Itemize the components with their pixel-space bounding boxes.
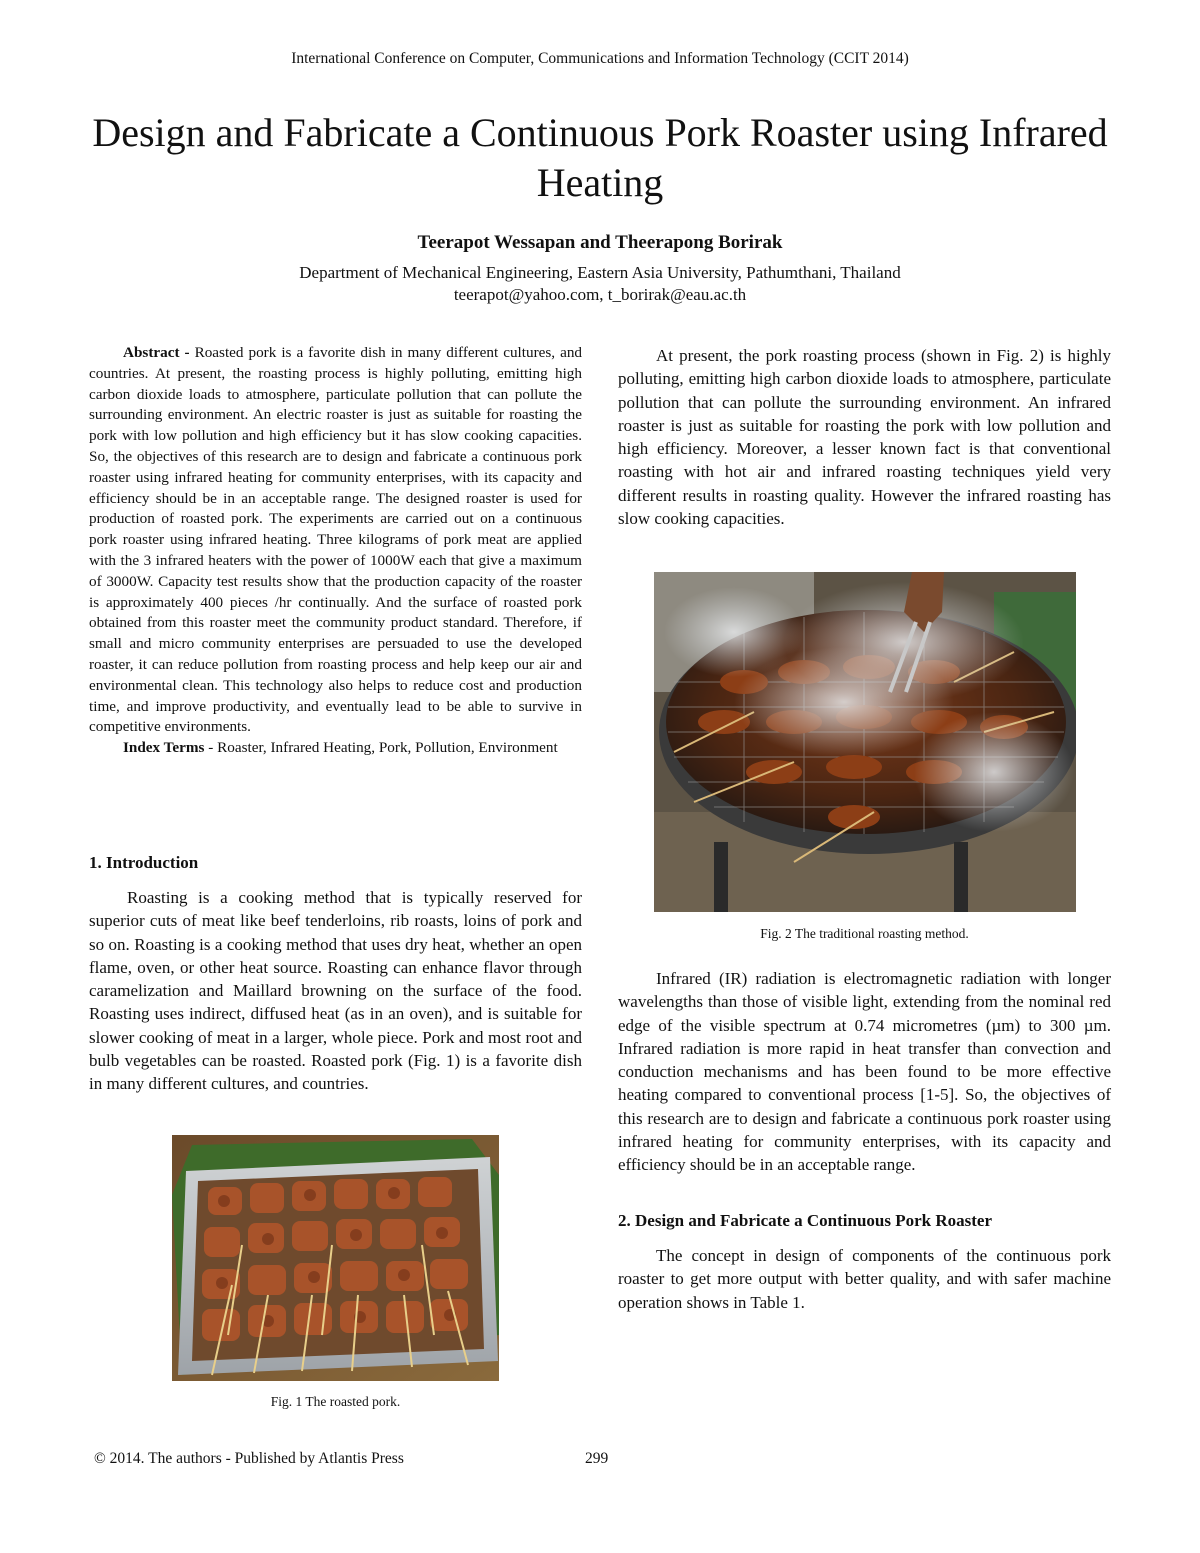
abstract-block	[89, 343, 582, 759]
index-terms	[89, 738, 582, 759]
abstract-label: Abstract -	[123, 344, 190, 361]
figure-1-roasted-pork-image	[172, 1135, 499, 1381]
pollution-paragraph: At present, the pork roasting process (shown in Fig. 2) is highly polluting, emitting high carbon dioxide loads to atmosphere, particulate pollution that can pollute the surrounding environment. An infrared roaster is just as suitable for roasting the pork with low pollution and high efficiency. Moreover, a lesser known fact is that conventional roasting with hot air and infrared roasting techniques yield very different results in roasting quality. However the infrared roasting has slow cooking capacities.	[618, 346, 1111, 529]
index-terms-text: - Roaster, Infrared Heating, Pork, Pollution, Environment	[204, 739, 558, 757]
design-concept-paragraph: The concept in design of components of the continuous pork roaster to get more output with better quality, and with safer machine operation shows in Table 1.	[618, 1246, 1111, 1312]
right-paragraph-2-block	[618, 967, 1111, 1177]
index-terms-label: Index Terms	[123, 739, 205, 757]
intro-heading: 1. Introduction	[89, 853, 199, 872]
roasted-pork-illustration	[172, 1135, 499, 1381]
figure-2-caption: Fig. 2 The traditional roasting method.	[760, 926, 969, 941]
figure-1-caption: Fig. 1 The roasted pork.	[270, 1394, 401, 1409]
section-2-heading: 2. Design and Fabricate a Continuous Pork Roaster	[618, 1211, 993, 1230]
abstract-text: Roasted pork is a favorite dish in many different cultures, and countries. At present, the roasting process is highly polluting, emitting high carbon dioxide loads to atmosphere, particulate pollution that can pollute the surrounding environment. An electric roaster is just as suitable for roasting the pork with low pollution and high efficiency but it has slow cooking capacities. So, the objectives of this research are to design and fabricate a continuous pork roaster using infrared heating for community enterprises, with its capacity and efficiency should be in an acceptable range. The designed roaster is used for production of roasted pork. The experiments are carried out on a continuous pork roaster using infrared heating. Three kilograms of pork meat are applied with the 3 infrared heaters with the power of 1000W each that give a maximum of 3000W. Capacity test results show that the production capacity of the roaster is approximately 400 pieces /hr continually. And the surface of roasted pork obtained from this roaster meet the community product standard. Therefore, if small and micro community enterprises are persuaded to use the developed roaster, it can reduce pollution from roasting process and help keep our air and environmental clean. This technology also helps to reduce cost and production time, and improve productivity, and eventually lead to be able to survive in competitive environments.	[89, 344, 583, 736]
intro-paragraph: Roasting is a cooking method that is typically reserved for superior cuts of meat like beef tenderloins, rib roasts, loins of pork and so on. Roasting is a cooking method that uses dry heat, whether an open flame, oven, or other heat source. Roasting can enhance flavor through caramelization and Maillard browning on the surface of the food. Roasting uses indirect, diffused heat (as in an oven), and is suitable for slower cooking of meat in a larger, whole piece. Pork and most root and bulb vegetables can be roasted. Roasted pork (Fig. 1) is a favorite dish in many different cultures, and countries.	[89, 888, 582, 1094]
conference-header: International Conference on Computer, Communications and Information Technology (CCIT 2014)	[291, 50, 909, 67]
author-affiliation	[0, 262, 1200, 306]
intro-section	[89, 886, 582, 1096]
affiliation-line: Department of Mechanical Engineering, Eastern Asia University, Pathumthani, Thailand	[299, 263, 901, 282]
right-paragraph-3-block	[618, 1244, 1111, 1314]
figure-2-traditional-roasting-image	[654, 572, 1076, 912]
right-paragraph-1-block	[618, 344, 1111, 530]
footer-copyright: © 2014. The authors - Published by Atlantis Press	[94, 1450, 404, 1467]
page-number: 299	[585, 1450, 609, 1467]
author-emails: teerapot@yahoo.com, t_borirak@eau.ac.th	[453, 285, 747, 304]
paper-title: Design and Fabricate a Continuous Pork Roaster using Infrared Heating	[92, 110, 1108, 205]
abstract-paragraph	[89, 343, 582, 738]
paper-authors: Teerapot Wessapan and Theerapong Borirak	[417, 232, 783, 253]
infrared-paragraph: Infrared (IR) radiation is electromagnetic radiation with longer wavelengths than those of visible light, extending from the nominal red edge of the visible spectrum at 0.74 micrometres (µm) to 300 µm. Infrared radiation is more rapid in heat transfer than convection and conduction mechanisms and has been found to be more effective heating compared to conventional process [1-5]. So, the objectives of this research are to design and fabricate a continuous pork roaster using infrared heating for community enterprises, with its capacity and efficiency should be in an acceptable range.	[618, 969, 1111, 1175]
traditional-roasting-illustration	[654, 572, 1076, 912]
